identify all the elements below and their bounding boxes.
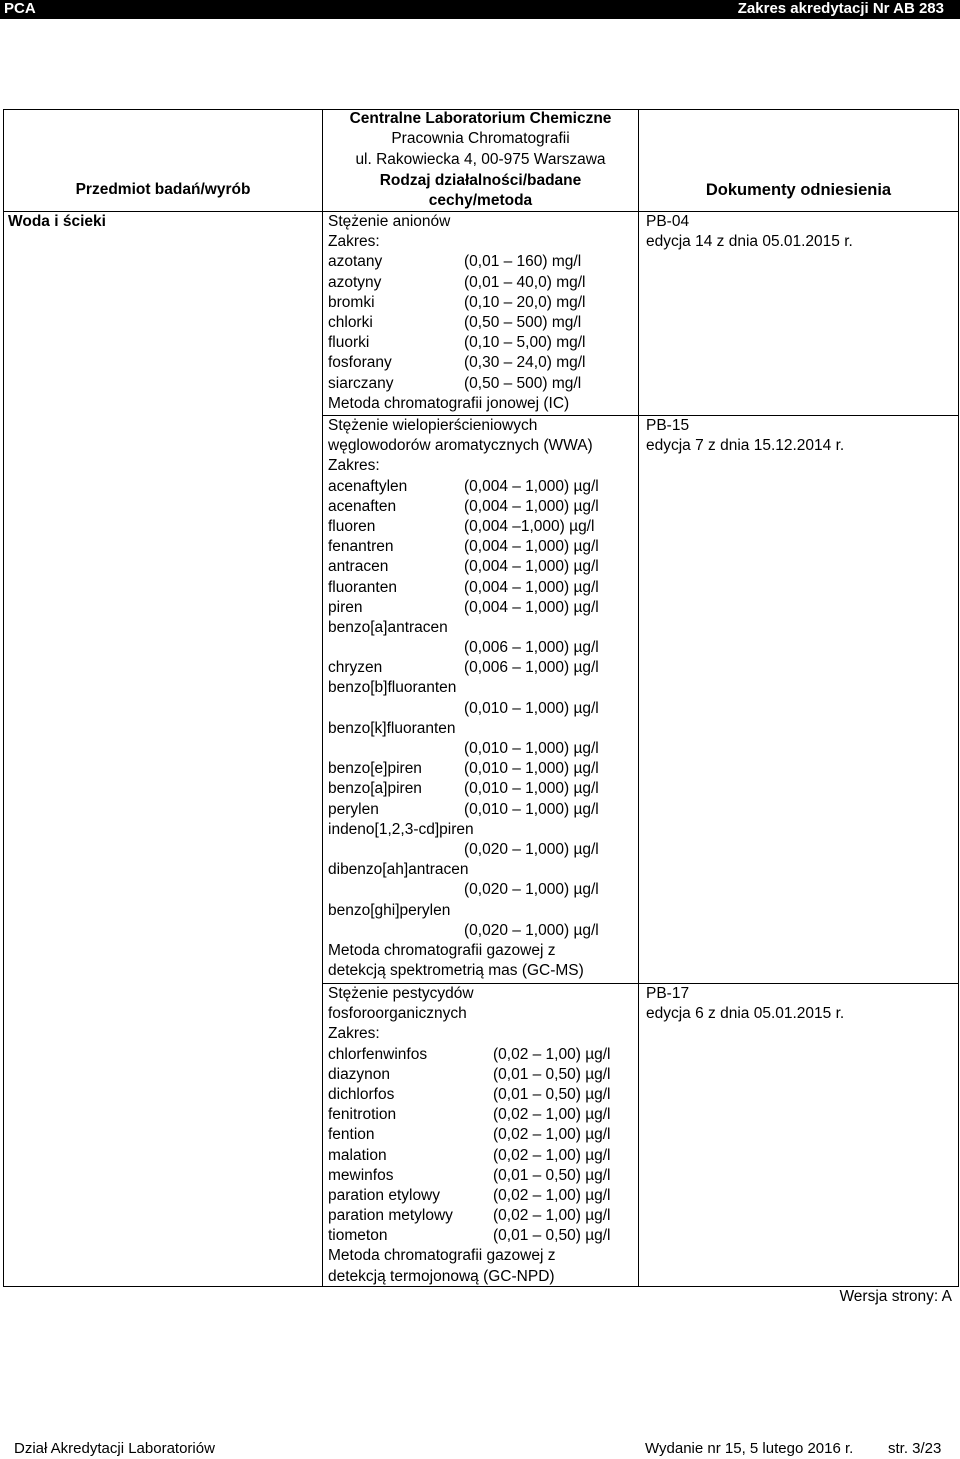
range-label: Zakres: [328,233,380,251]
range-label: Zakres: [328,457,380,475]
list-item [328,618,633,638]
ref-code-1: PB-04 [646,213,690,230]
analyte-range: (0,01 – 160) mg/l [464,253,582,271]
analyte-name: acenaftylen [328,477,408,495]
analyte-range: (0,004 – 1,000) µg/l [464,578,599,596]
list-item [328,759,633,779]
list-item [328,1125,633,1145]
column-header-subject: Przedmiot badań/wyrób [75,181,251,198]
list-item [328,860,633,880]
analyte-name: perylen [328,800,379,818]
analyte-name: dichlorfos [328,1085,395,1103]
footer-edition: Wydanie nr 15, 5 lutego 2016 r. [645,1440,854,1457]
group-title: Stężenie anionów [328,213,451,230]
ref-edition-1: edycja 14 z dnia 05.01.2015 r. [646,233,853,250]
ref-edition-2: edycja 7 z dnia 15.12.2014 r. [646,437,845,454]
list-item [328,598,633,618]
column-header-docs: Dokumenty odniesienia [705,181,892,199]
analyte-range: (0,004 – 1,000) µg/l [464,477,599,495]
analyte-name: benzo[a]piren [328,780,422,798]
analyte-range: (0,02 – 1,00) µg/l [493,1186,611,1204]
list-item [328,293,633,313]
analyte-range: (0,004 – 1,000) µg/l [464,538,599,556]
analyte-range: (0,50 – 500) mg/l [464,313,582,331]
method-description: detekcją spektrometrią mas (GC-MS) [328,962,584,980]
analyte-name: fention [328,1126,375,1144]
analyte-range: (0,010 – 1,000) µg/l [464,780,599,798]
analyte-range: (0,006 – 1,000) µg/l [464,659,599,677]
lab-address: ul. Rakowiecka 4, 00-975 Warszawa [355,151,606,168]
header-right: Zakres akredytacji Nr AB 283 [737,0,944,17]
analyte-range: (0,010 – 1,000) µg/l [464,699,599,717]
list-item [328,1065,633,1085]
analyte-name: malation [328,1146,387,1164]
analyte-range: (0,010 – 1,000) µg/l [464,760,599,778]
footer-department: Dział Akredytacji Laboratoriów [14,1440,215,1457]
analyte-name: tiometon [328,1227,388,1245]
ref-code-3: PB-17 [646,985,690,1002]
list-item [328,800,633,820]
analyte-name: benzo[b]fluoranten [328,679,457,697]
list-item [328,477,633,497]
page-version: Wersja strony: A [839,1288,952,1305]
list-item [328,353,633,373]
analyte-range: (0,02 – 1,00) µg/l [493,1126,611,1144]
analyte-name: acenaften [328,497,397,515]
lab-name: Centralne Laboratorium Chemiczne [349,110,612,127]
list-item [328,901,633,921]
method-description: Metoda chromatografii gazowej z [328,941,556,959]
list-item [328,820,633,840]
analyte-name: paration etylowy [328,1186,441,1204]
list-item [328,1085,633,1105]
group-title: węglowodorów aromatycznych (WWA) [328,437,593,455]
analyte-name: diazynon [328,1065,391,1083]
analyte-range: (0,020 – 1,000) µg/l [464,881,599,899]
list-item [328,1045,633,1065]
column-header-activity-2: cechy/metoda [428,192,533,209]
list-item-range [328,699,633,719]
analyte-name: benzo[k]fluoranten [328,719,456,737]
list-item-range [328,880,633,900]
analyte-range: (0,020 – 1,000) µg/l [464,921,599,939]
list-item [328,1226,633,1246]
list-item [328,678,633,698]
analyte-range: (0,10 – 5,00) mg/l [464,334,586,352]
analyte-name: fenantren [328,538,394,556]
list-item [328,517,633,537]
ref-code-2: PB-15 [646,417,690,434]
list-item [328,658,633,678]
analyte-range: (0,006 – 1,000) µg/l [464,639,599,657]
analyte-range: (0,010 – 1,000) µg/l [464,800,599,818]
method-description: Metoda chromatografii jonowej (IC) [328,394,570,412]
list-item [328,1186,633,1206]
analyte-name: fenitrotion [328,1106,397,1124]
list-item [328,252,633,272]
analyte-range: (0,02 – 1,00) µg/l [493,1207,611,1225]
range-label: Zakres: [328,1025,380,1043]
header-bar [0,0,960,19]
list-item-range [328,921,633,941]
analyte-name: azotany [328,253,383,271]
analyte-name: chlorki [328,313,373,331]
analyte-range: (0,01 – 0,50) µg/l [493,1166,611,1184]
analyte-name: azotyny [328,273,382,291]
analyte-range: (0,01 – 0,50) µg/l [493,1227,611,1245]
analyte-name: piren [328,598,363,616]
analyte-range: (0,01 – 0,50) µg/l [493,1085,611,1103]
analyte-range: (0,020 – 1,000) µg/l [464,840,599,858]
method-group [328,416,633,981]
footer-page-number: str. 3/23 [888,1440,942,1457]
analyte-name: mewinfos [328,1166,394,1184]
group-title: Stężenie pestycydów [328,985,474,1002]
list-item-range [328,840,633,860]
method-group [328,984,633,1287]
analyte-name: antracen [328,558,389,576]
analyte-range: (0,02 – 1,00) µg/l [493,1106,611,1124]
list-item [328,578,633,598]
analyte-name: siarczany [328,374,394,392]
analyte-range: (0,004 – 1,000) µg/l [464,497,599,515]
analyte-range: (0,004 – 1,000) µg/l [464,558,599,576]
analyte-name: chryzen [328,659,383,677]
analyte-range: (0,02 – 1,00) µg/l [493,1045,611,1063]
analyte-range: (0,004 –1,000) µg/l [464,517,595,535]
analyte-name: paration metylowy [328,1207,453,1225]
analyte-name: fluorki [328,334,370,352]
analyte-range: (0,50 – 500) mg/l [464,374,582,392]
list-item [328,1206,633,1226]
method-description: Metoda chromatografii gazowej z [328,1247,556,1265]
list-item [328,537,633,557]
list-item [328,1146,633,1166]
analyte-name: fluoranten [328,578,397,596]
analyte-name: benzo[a]antracen [328,618,448,636]
analyte-name: fluoren [328,517,376,535]
analyte-range: (0,004 – 1,000) µg/l [464,598,599,616]
method-description: detekcją termojonową (GC-NPD) [328,1267,555,1285]
analyte-range: (0,010 – 1,000) µg/l [464,740,599,757]
list-item [328,333,633,353]
analyte-name: indeno[1,2,3-cd]piren [328,820,474,838]
analyte-name: benzo[e]piren [328,760,422,778]
group-title: Stężenie wielopierścieniowych [328,417,538,434]
ref-edition-3: edycja 6 z dnia 05.01.2015 r. [646,1005,845,1022]
list-item-range [328,638,633,658]
list-item [328,1105,633,1125]
list-item [328,779,633,799]
analyte-range: (0,01 – 0,50) µg/l [493,1065,611,1083]
analyte-range: (0,10 – 20,0) mg/l [464,293,586,311]
group-title: fosforoorganicznych [328,1005,467,1023]
method-group [328,212,633,414]
analyte-name: fosforany [328,354,392,372]
column-header-activity: Rodzaj działalności/badane [379,172,582,189]
analyte-range: (0,01 – 40,0) mg/l [464,273,586,291]
analyte-range: (0,30 – 24,0) mg/l [464,354,586,372]
analyte-name: benzo[ghi]perylen [328,901,451,919]
analyte-range: (0,02 – 1,00) µg/l [493,1146,611,1164]
list-item [328,557,633,577]
list-item [328,497,633,517]
list-item [328,719,633,739]
subject-cell: Woda i ścieki [8,213,106,230]
header-left: PCA [4,0,36,17]
list-item [328,313,633,333]
list-item [328,1166,633,1186]
analyte-name: dibenzo[ah]antracen [328,861,469,879]
list-item [328,374,633,394]
lab-unit: Pracownia Chromatografii [391,130,570,147]
analyte-name: chlorfenwinfos [328,1045,428,1063]
analyte-name: bromki [328,293,375,311]
list-item-range [328,739,633,759]
list-item [328,273,633,293]
